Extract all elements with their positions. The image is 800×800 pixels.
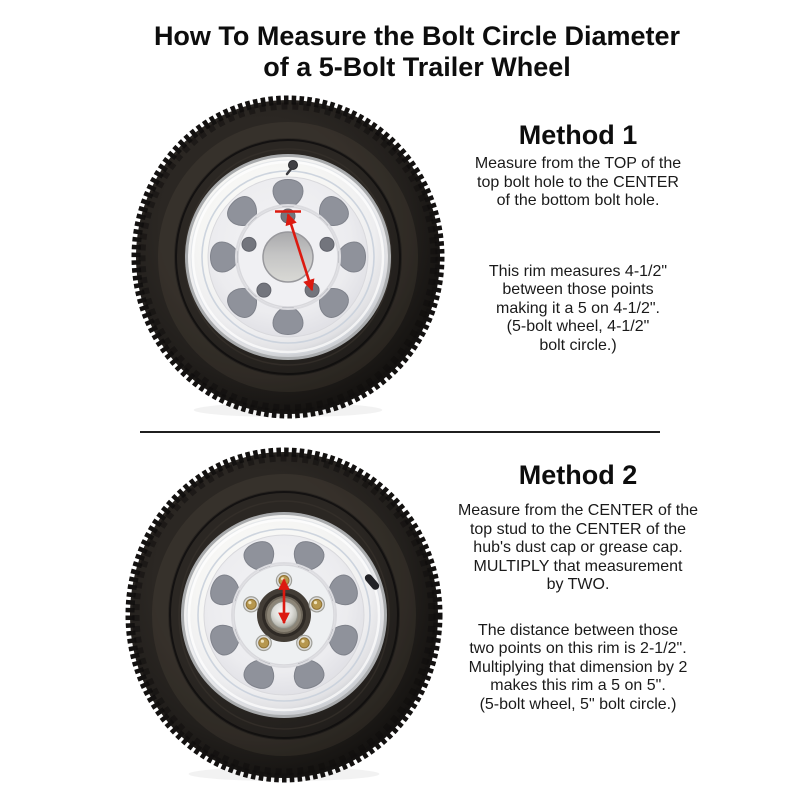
text-line: between those points — [502, 281, 654, 298]
method-2-heading: Method 2 — [518, 460, 638, 490]
center-bore — [263, 232, 313, 282]
text-line: Measure from the CENTER of the — [457, 502, 699, 519]
wheel-illustration-1 — [116, 85, 460, 429]
text-line: making it a 5 on 4-1/2". — [496, 299, 660, 317]
text-line: This rim measures 4-1/2" — [488, 262, 668, 280]
text-line: The distance between those — [477, 621, 679, 639]
wheel-photo-method-2 — [112, 443, 456, 787]
text-line: Measure from the TOP of the — [474, 155, 682, 172]
text-line: Multiplying that dimension by 2 — [468, 658, 688, 676]
text-line: of the bottom bolt hole. — [496, 192, 660, 209]
section-divider — [140, 431, 660, 433]
text-line: bolt circle.) — [539, 336, 617, 354]
method-1-text-block — [410, 120, 746, 355]
method-1-instructions — [410, 155, 746, 211]
wheel-photo-method-1 — [116, 85, 460, 429]
method-1-result — [410, 263, 746, 356]
text-line: by TWO. — [546, 576, 610, 593]
text-line: MULTIPLY that measurement — [473, 557, 683, 575]
method-2-instructions — [410, 502, 746, 595]
text-line: top bolt hole to the CENTER — [477, 173, 679, 191]
method-1-heading: Method 1 — [518, 120, 638, 150]
page-title-line-2: of a 5-Bolt Trailer Wheel — [263, 52, 571, 82]
text-line: top stud to the CENTER of the — [469, 520, 687, 538]
rim — [185, 154, 391, 360]
method-2-text-block — [410, 460, 746, 714]
text-line: (5-bolt wheel, 5" bolt circle.) — [479, 695, 677, 713]
method-2-result — [410, 622, 746, 715]
page-title — [0, 21, 800, 83]
text-line: hub's dust cap or grease cap. — [473, 539, 683, 556]
wheel-illustration-2 — [112, 443, 456, 787]
text-line: makes this rim a 5 on 5". — [490, 677, 666, 694]
text-line: two points on this rim is 2-1/2". — [469, 640, 687, 657]
text-line: (5-bolt wheel, 4-1/2" — [506, 318, 650, 335]
page-title-line-1: How To Measure the Bolt Circle Diameter — [153, 21, 681, 51]
